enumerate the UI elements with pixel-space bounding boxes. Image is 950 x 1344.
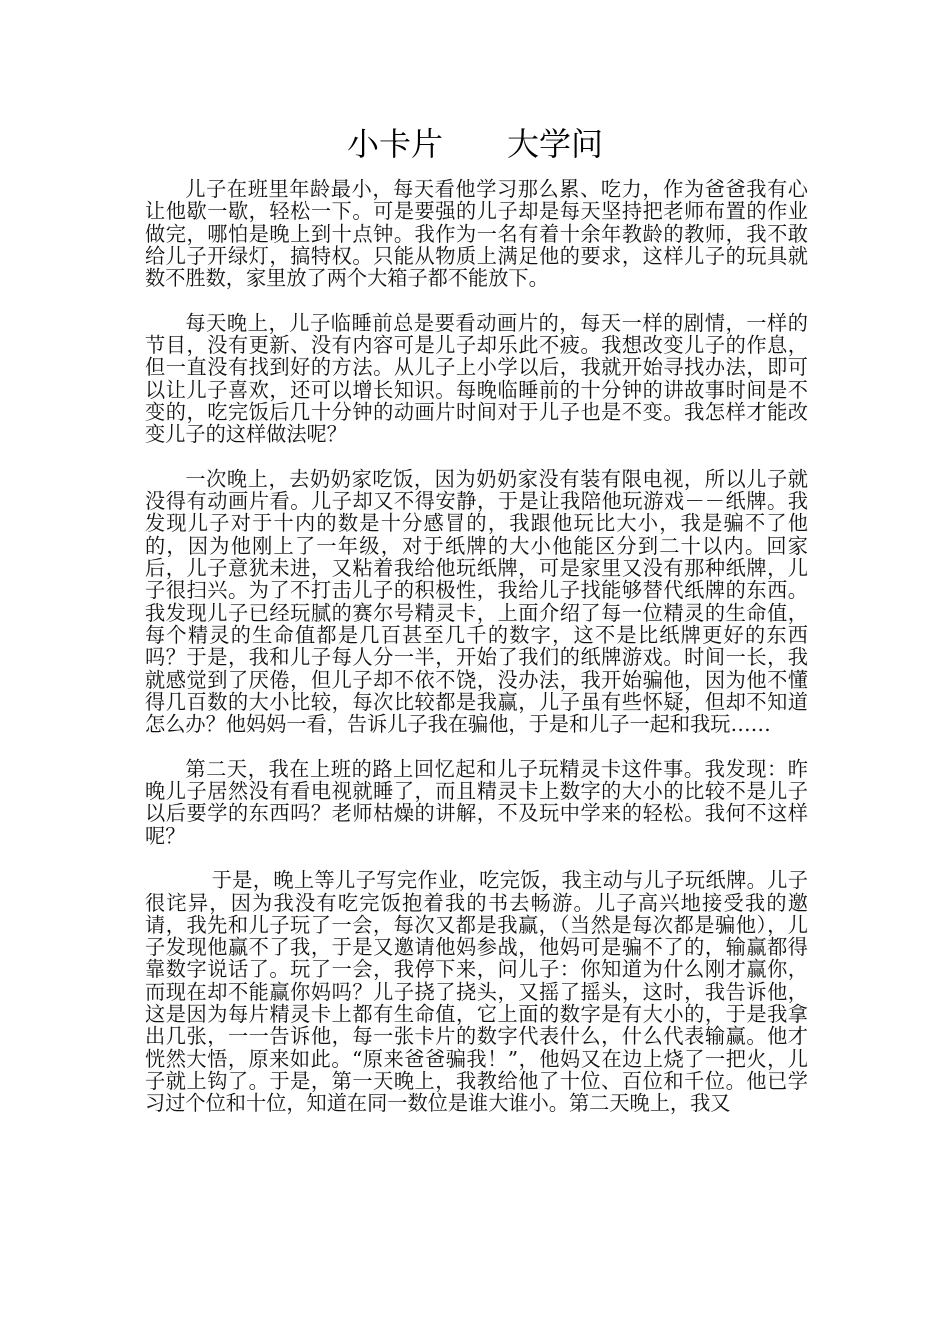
paragraph-spacer [145,289,808,311]
paragraph-5: 于是，晚上等儿子写完作业，吃完饭，我主动与儿子玩纸牌。儿子很诧异，因为我没有吃完饭抱着我的书去畅游。儿子高兴地接受我的邀请，我先和儿子玩了一会，每次又都是我赢，（当然是每次都是骗他），儿子发现他赢不了我，于是又邀请他妈参战，他妈可是骗不了的，输赢都得靠数字说话了。玩了一会，我停下来，问儿子：你知道为什么刚才赢你，而现在却不能赢你妈吗？儿子挠了挠头，又摇了摇头，这时，我告诉他，这是因为每片精灵卡上都有生命值，它上面的数字是有大小的，于是我拿出几张，一一告诉他，每一张卡片的数字代表什么，什么代表输赢。他才恍然大悟，原来如此。“原来爸爸骗我！”，他妈又在边上烧了一把火，儿子就上钩了。于是，第一天晚上，我教给他了十位、百位和千位。他已学习过个位和十位，知道在同一数位是谁大谁小。第二天晚上，我又 [145,868,808,1116]
paragraph-3: 一次晚上，去奶奶家吃饭，因为奶奶家没有装有限电视，所以儿子就没得有动画片看。儿子却又不得安静，于是让我陪他玩游戏－－纸牌。我发现儿子对于十内的数是十分感冒的，我跟他玩比大小，我是骗不了他的，因为他刚上了一年级，对于纸牌的大小他能区分到二十以内。回家后，儿子意犹未进，又粘着我给他玩纸牌，可是家里又没有那种纸牌，儿子很扫兴。为了不打击儿子的积极性，我给儿子找能够替代纸牌的东西。我发现儿子已经玩腻的赛尔号精灵卡，上面介绍了每一位精灵的生命值，每个精灵的生命值都是几百甚至几千的数字，这不是比纸牌更好的东西吗？于是，我和儿子每人分一半，开始了我们的纸牌游戏。时间一长，我就感觉到了厌倦，但儿子却不依不饶，没办法，我开始骗他，因为他不懂得几百数的大小比较，每次比较都是我赢，儿子虽有些怀疑，但却不知道怎么办？他妈妈一看，告诉儿子我在骗他，于是和儿子一起和我玩…… [145,466,808,737]
page-title: 小卡片 大学问 [346,125,603,163]
paragraph-1: 儿子在班里年龄最小，每天看他学习那么累、吃力，作为爸爸我有心让他歇一歇，轻松一下。可是要强的儿子却是每天坚持把老师布置的作业做完，哪怕是晚上到十点钟。我作为一名有着十余年教龄的教师，我不敢给儿子开绿灯，搞特权。只能从物质上满足他的要求，这样儿子的玩具就数不胜数，家里放了两个大箱子都不能放下。 [145,177,808,291]
paragraph-2: 每天晚上，儿子临睡前总是要看动画片的，每天一样的剧情，一样的节目，没有更新、没有内容可是儿子却乐此不疲。我想改变儿子的作息，但一直没有找到好的方法。从儿子上小学以后，我就开始寻找办法，即可以让儿子喜欢，还可以增长知识。每晚临睡前的十分钟的讲故事时间是不变的，吃完饭后几十分钟的动画片时间对于儿子也是不变。我怎样才能改变儿子的这样做法呢？ [145,310,808,447]
paragraph-spacer [145,446,808,468]
paragraph-spacer [145,847,808,869]
article-body [145,178,808,1114]
paragraph-spacer [145,735,808,757]
paragraph-4: 第二天，我在上班的路上回忆起和儿子玩精灵卡这件事。我发现：昨晚儿子居然没有看电视就睡了，而且精灵卡上数字的大小的比较不是儿子以后要学的东西吗？老师枯燥的讲解，不及玩中学来的轻松。我何不这样呢？ [145,756,808,848]
